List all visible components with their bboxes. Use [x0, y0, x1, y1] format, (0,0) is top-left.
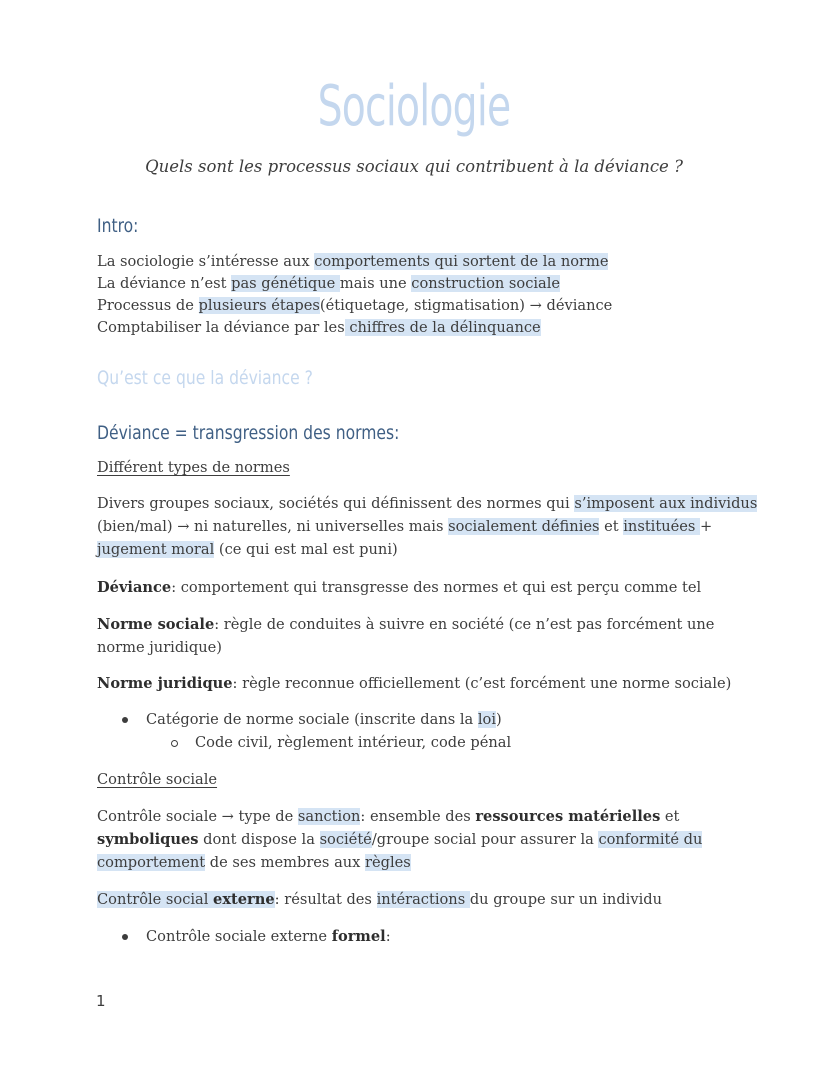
intro-line-4: Comptabiliser la déviance par les chiffres de la délinquance	[97, 319, 541, 336]
intro-line-3: Processus de plusieurs étapes(étiquetage, stigmatisation) → déviance	[97, 297, 613, 314]
para-controle-line-1: Contrôle sociale → type de sanction: ensemble des ressources matérielles et	[97, 808, 680, 825]
document-title: Sociologie	[317, 74, 511, 139]
para-normes-line-2: (bien/mal) → ni naturelles, ni universelles mais socialement définies et instituées +	[97, 518, 713, 535]
para-normes-line-3: jugement moral (ce qui est mal est puni)	[97, 541, 398, 558]
def-norme-juridique: Norme juridique: règle reconnue officiellement (c’est forcément une norme sociale)	[97, 675, 732, 692]
page-number: 1	[96, 992, 106, 1010]
def-norme-sociale: Norme sociale: règle de conduites à suivre en société (ce n’est pas forcément une norme juridique)	[97, 616, 715, 656]
intro-line-1: La sociologie s’intéresse aux comportements qui sortent de la norme	[97, 253, 609, 270]
para-controle-line-2: symboliques dont dispose la société/groupe social pour assurer la conformité du	[97, 831, 703, 848]
sub-bullet-circle	[171, 740, 178, 747]
para-normes-line-1: Divers groupes sociaux, sociétés qui définissent des normes qui s’imposent aux individus	[97, 495, 758, 512]
controle-heading: Contrôle sociale	[97, 771, 218, 788]
bullet-dot	[122, 934, 128, 940]
bullet-categorie: Catégorie de norme sociale (inscrite dans la loi)	[146, 711, 502, 728]
bullet-externe-formel: Contrôle sociale externe formel:	[146, 928, 391, 945]
sub-bullet-codes: Code civil, règlement intérieur, code pénal	[195, 734, 512, 751]
intro-heading: Intro:	[97, 215, 139, 237]
para-externe: Contrôle social externe: résultat des intéractions du groupe sur un individu	[97, 891, 662, 908]
question-heading: Qu’est ce que la déviance ?	[97, 367, 313, 389]
types-heading: Différent types de normes	[97, 459, 290, 476]
def-deviance: Déviance: comportement qui transgresse des normes et qui est perçu comme tel	[97, 579, 702, 596]
bullet-dot	[122, 717, 128, 723]
para-controle-line-3: comportement de ses membres aux règles	[97, 854, 411, 871]
intro-line-2: La déviance n’est pas génétique mais une construction sociale	[97, 275, 561, 292]
deviance-heading: Déviance = transgression des normes:	[97, 422, 400, 444]
document-subtitle: Quels sont les processus sociaux qui contribuent à la déviance ?	[145, 157, 683, 176]
